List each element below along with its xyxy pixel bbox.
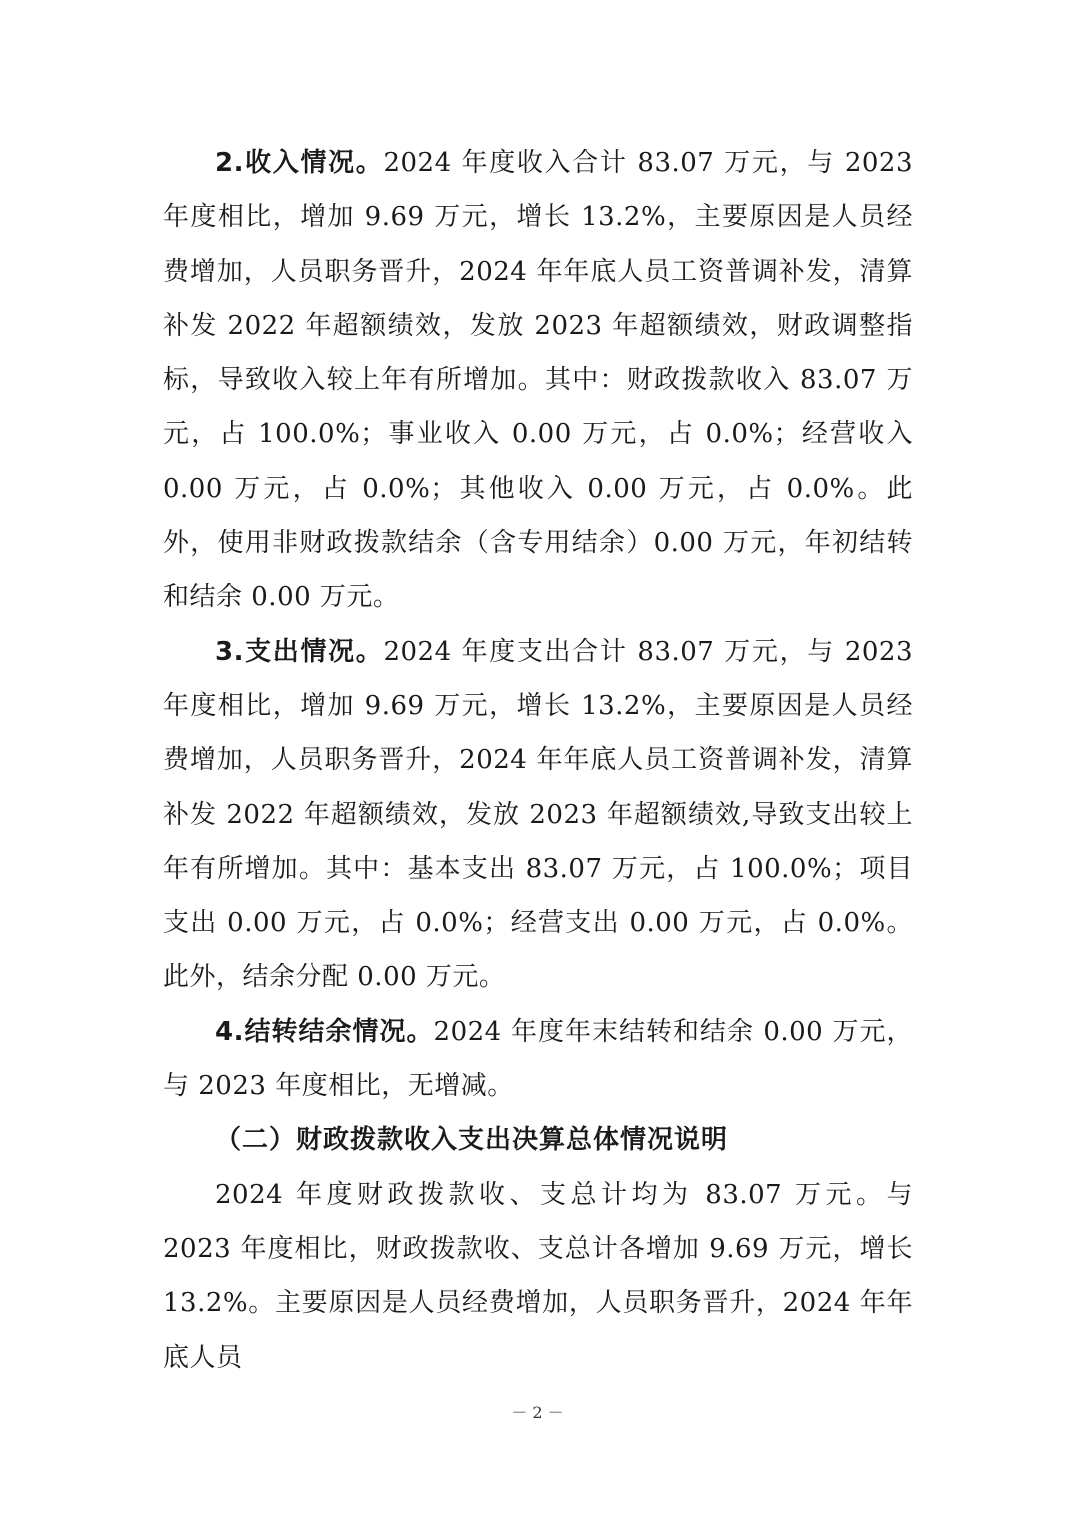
document-page bbox=[163, 136, 913, 1385]
income-body: 2024 年度收入合计 83.07 万元，与 2023 年度相比，增加 9.69 万元，增长 13.2%，主要原因是人员经费增加，人员职务晋升，2024 年年底人员工资普调补发，清算补发 2022 年超额绩效，发放 2023 年超额绩效，财政调整指标，导致收入较上年有所增加。其中：财政拨款收入 83.07 万元，占 100.0%；事业收入 0.00 万元，占 0.0%；经营收入 0.00 万元，占 0.0%；其他收入 0.00 万元，占 0.0%。此外，使用非财政拨款结余（含专用结余）0.00 万元，年初结转和结余 0.00 万元。 bbox=[163, 148, 914, 613]
section-title: （二）财政拨款收入支出决算总体情况说明 bbox=[215, 1125, 729, 1156]
income-paragraph bbox=[163, 136, 913, 625]
income-heading: 2.收入情况。 bbox=[215, 148, 384, 178]
section-body-paragraph: 2024 年度财政拨款收、支总计均为 83.07 万元。与 2023 年度相比，财政拨款收、支总计各增加 9.69 万元，增长 13.2%。主要原因是人员经费增加，人员职务晋升，2024 年年底人员 bbox=[163, 1179, 913, 1373]
expenditure-heading: 3.支出情况。 bbox=[215, 636, 384, 667]
page-number: － 2 － bbox=[511, 1403, 564, 1422]
carryover-paragraph bbox=[163, 1005, 913, 1114]
carryover-heading: 4.结转结余情况。 bbox=[215, 1016, 434, 1047]
expenditure-body: 2024 年度支出合计 83.07 万元，与 2023 年度相比，增加 9.69 万元，增长 13.2%，主要原因是人员经费增加，人员职务晋升，2024 年年底人员工资普调补发，清算补发 2022 年超额绩效，发放 2023 年超额绩效,导致支出较上年有所增加。其中：基本支出 83.07 万元，占 100.0%；项目支出 0.00 万元，占 0.0%；经营支出 0.00 万元，占 0.0%。此外，结余分配 0.00 万元。 bbox=[163, 636, 914, 993]
carryover-body: 2024 年度年末结转和结余 0.00 万元，与 2023 年度相比，无增减。 bbox=[163, 1016, 913, 1102]
expenditure-paragraph bbox=[163, 625, 913, 1005]
